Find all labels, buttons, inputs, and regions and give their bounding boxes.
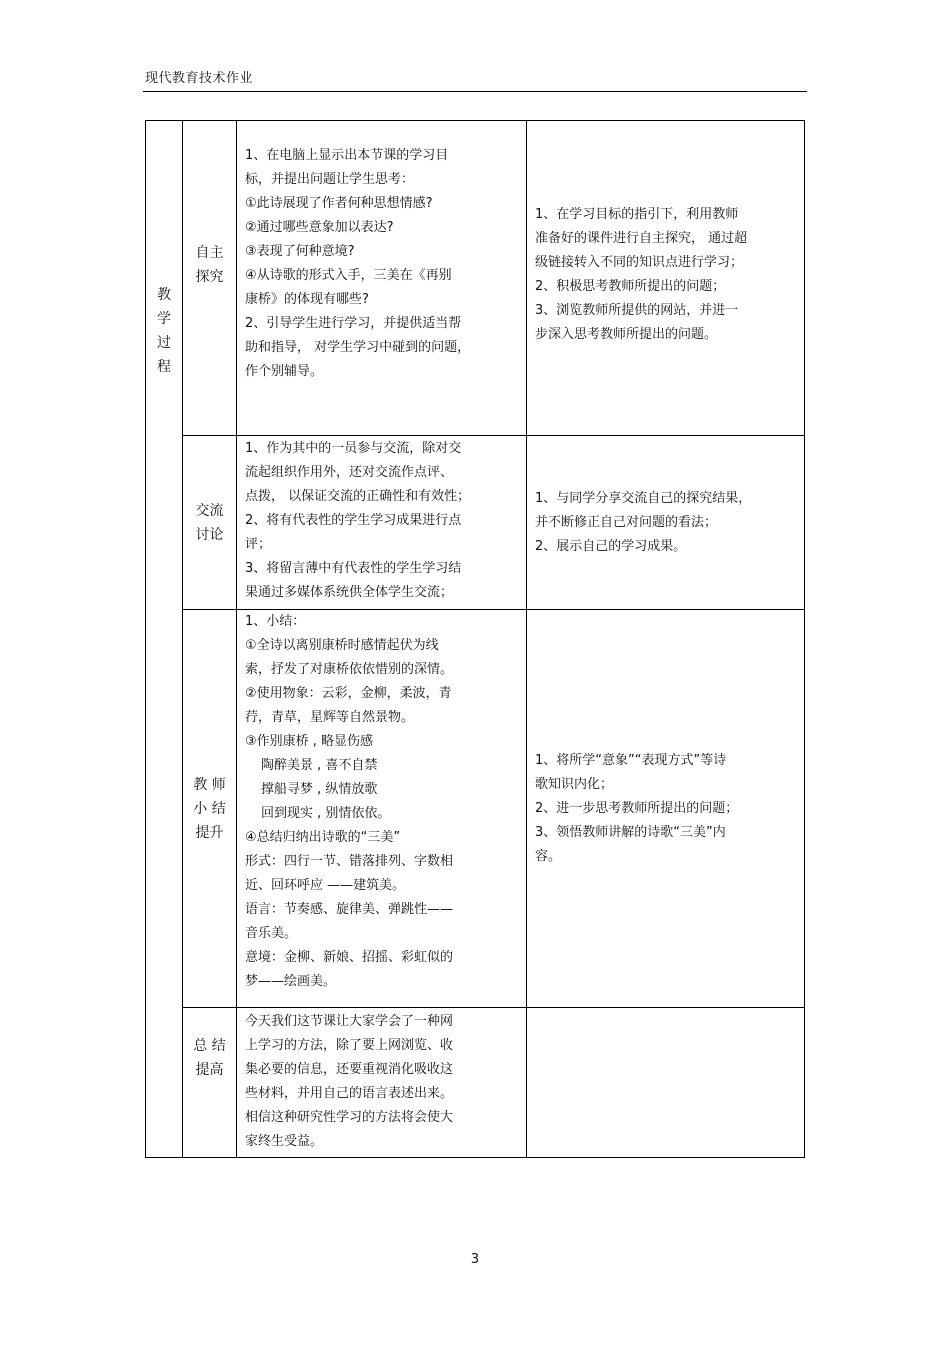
teacher-line: 助和指导， 对学生学习中碰到的问题，	[245, 340, 471, 355]
teacher-line: 评；	[245, 537, 272, 552]
table-row	[146, 1008, 805, 1158]
stage-cell	[183, 1008, 237, 1158]
student-line: 1、在学习目标的指引下，利用教师	[535, 207, 739, 222]
teacher-line: 些材料，并用自己的语言表述出来。	[245, 1086, 454, 1101]
student-line: 1、与同学分享交流自己的探究结果，	[535, 490, 752, 506]
page-number: 3	[470, 1252, 480, 1267]
teacher-activity-cell	[237, 1008, 527, 1158]
section-label: 教学过程	[157, 287, 171, 375]
teacher-line: 音乐美。	[245, 926, 298, 941]
teacher-line: 近、回环呼应 ——建筑美。	[245, 878, 406, 893]
stage-label: 教 师 小 结 提升	[193, 776, 226, 841]
student-line: 3、领悟教师讲解的诗歌“三美”内	[535, 824, 726, 840]
student-line: 2、展示自己的学习成果。	[535, 538, 687, 554]
teacher-line: 上学习的方法，除了要上网浏览、收	[245, 1038, 454, 1053]
teacher-line: 家终生受益。	[245, 1134, 324, 1149]
teacher-line: 荇，青草，星辉等自然景物。	[245, 710, 415, 725]
student-line: 3、浏览教师所提供的网站，并进一	[535, 303, 739, 318]
student-line: 2、进一步思考教师所提出的问题；	[535, 800, 739, 816]
table-row	[146, 121, 805, 436]
table-row	[146, 436, 805, 610]
teacher-activity-cell	[237, 610, 527, 1008]
student-line: 级链接转入不同的知识点进行学习；	[535, 255, 744, 270]
teacher-line: ③表现了何种意境?	[245, 244, 355, 259]
student-line: 1、将所学“意象”“表现方式”等诗	[535, 752, 727, 768]
teacher-line: 撑船寻梦 , 纵情放歌	[261, 782, 378, 797]
teacher-line: 集必要的信息，还要重视消化吸收这	[245, 1062, 454, 1077]
teacher-line: 标，并提出问题让学生思考：	[245, 172, 415, 187]
teacher-activity-cell	[237, 436, 527, 610]
student-activity-cell	[527, 610, 805, 1008]
teacher-line: 点拨， 以保证交流的正确性和有效性；	[245, 489, 471, 504]
teacher-line: 梦——绘画美。	[245, 974, 337, 989]
stage-label: 交流 讨论	[195, 502, 224, 543]
teacher-line: ④从诗歌的形式入手，三美在《再别	[245, 268, 452, 283]
teacher-line: 语言：节奏感、旋律美、弹跳性——	[245, 902, 454, 917]
stage-cell	[183, 610, 237, 1008]
header-rule	[143, 91, 807, 92]
stage-cell	[183, 121, 237, 436]
teacher-line: 流起组织作用外，还对交流作点评、	[245, 465, 454, 480]
teacher-line: 作个别辅导。	[245, 364, 324, 379]
teacher-activity-cell	[237, 121, 527, 436]
teacher-line: 回到现实 , 别情依依。	[261, 806, 391, 821]
student-activity-cell	[527, 1008, 805, 1158]
student-line: 容。	[535, 848, 562, 864]
page-header-title: 现代教育技术作业	[145, 71, 254, 86]
teacher-line: 果通过多媒体系统供全体学生交流；	[245, 585, 454, 600]
teacher-line: 3、将留言薄中有代表性的学生学习结	[245, 561, 462, 576]
teacher-line: ③作别康桥 , 略显伤感	[245, 734, 374, 749]
teacher-line: 1、在电脑上显示出本节课的学习目	[245, 148, 449, 163]
stage-cell	[183, 436, 237, 610]
student-activity-cell	[527, 121, 805, 436]
teacher-line: 陶醉美景 , 喜不自禁	[261, 758, 378, 773]
student-activity-cell	[527, 436, 805, 610]
teacher-line: ②使用物象：云彩，金柳，柔波，青	[245, 686, 452, 701]
teacher-line: 1、小结：	[245, 614, 306, 629]
table-row	[146, 610, 805, 1008]
teacher-line: ①全诗以离别康桥时感情起伏为线	[245, 638, 439, 653]
stage-label: 自主 探究	[195, 245, 224, 285]
teacher-line: 1、作为其中的一员参与交流，除对交	[245, 441, 462, 456]
student-line: 准备好的课件进行自主探究， 通过超	[535, 231, 748, 246]
teacher-line: 索，抒发了对康桥依依惜别的深情。	[245, 662, 454, 677]
teacher-line: 意境：金柳、新娘、招摇、彩虹似的	[245, 950, 454, 965]
teacher-line: 2、引导学生进行学习，并提供适当帮	[245, 316, 462, 331]
teacher-line: 2、将有代表性的学生学习成果进行点	[245, 513, 462, 528]
teacher-line: 形式：四行一节、错落排列、字数相	[245, 854, 454, 869]
stage-label: 总 结 提高	[193, 1038, 226, 1078]
teacher-line: 康桥》的体现有哪些?	[245, 292, 369, 307]
teacher-line: ①此诗展现了作者何种思想情感?	[245, 196, 433, 211]
teacher-line: 今天我们这节课让大家学会了一种网	[245, 1014, 454, 1029]
student-line: 2、积极思考教师所提出的问题；	[535, 279, 726, 294]
teacher-line: ④总结归纳出诗歌的“三美”	[245, 830, 401, 845]
section-label-cell	[146, 121, 183, 1158]
teacher-line: ②通过哪些意象加以表达?	[245, 220, 394, 235]
teacher-line: 相信这种研究性学习的方法将会使大	[245, 1110, 454, 1125]
student-line: 步深入思考教师所提出的问题。	[535, 327, 718, 342]
lesson-table	[145, 120, 805, 1158]
student-line: 歌知识内化；	[535, 776, 614, 792]
student-line: 并不断修正自己对问题的看法；	[535, 514, 718, 530]
